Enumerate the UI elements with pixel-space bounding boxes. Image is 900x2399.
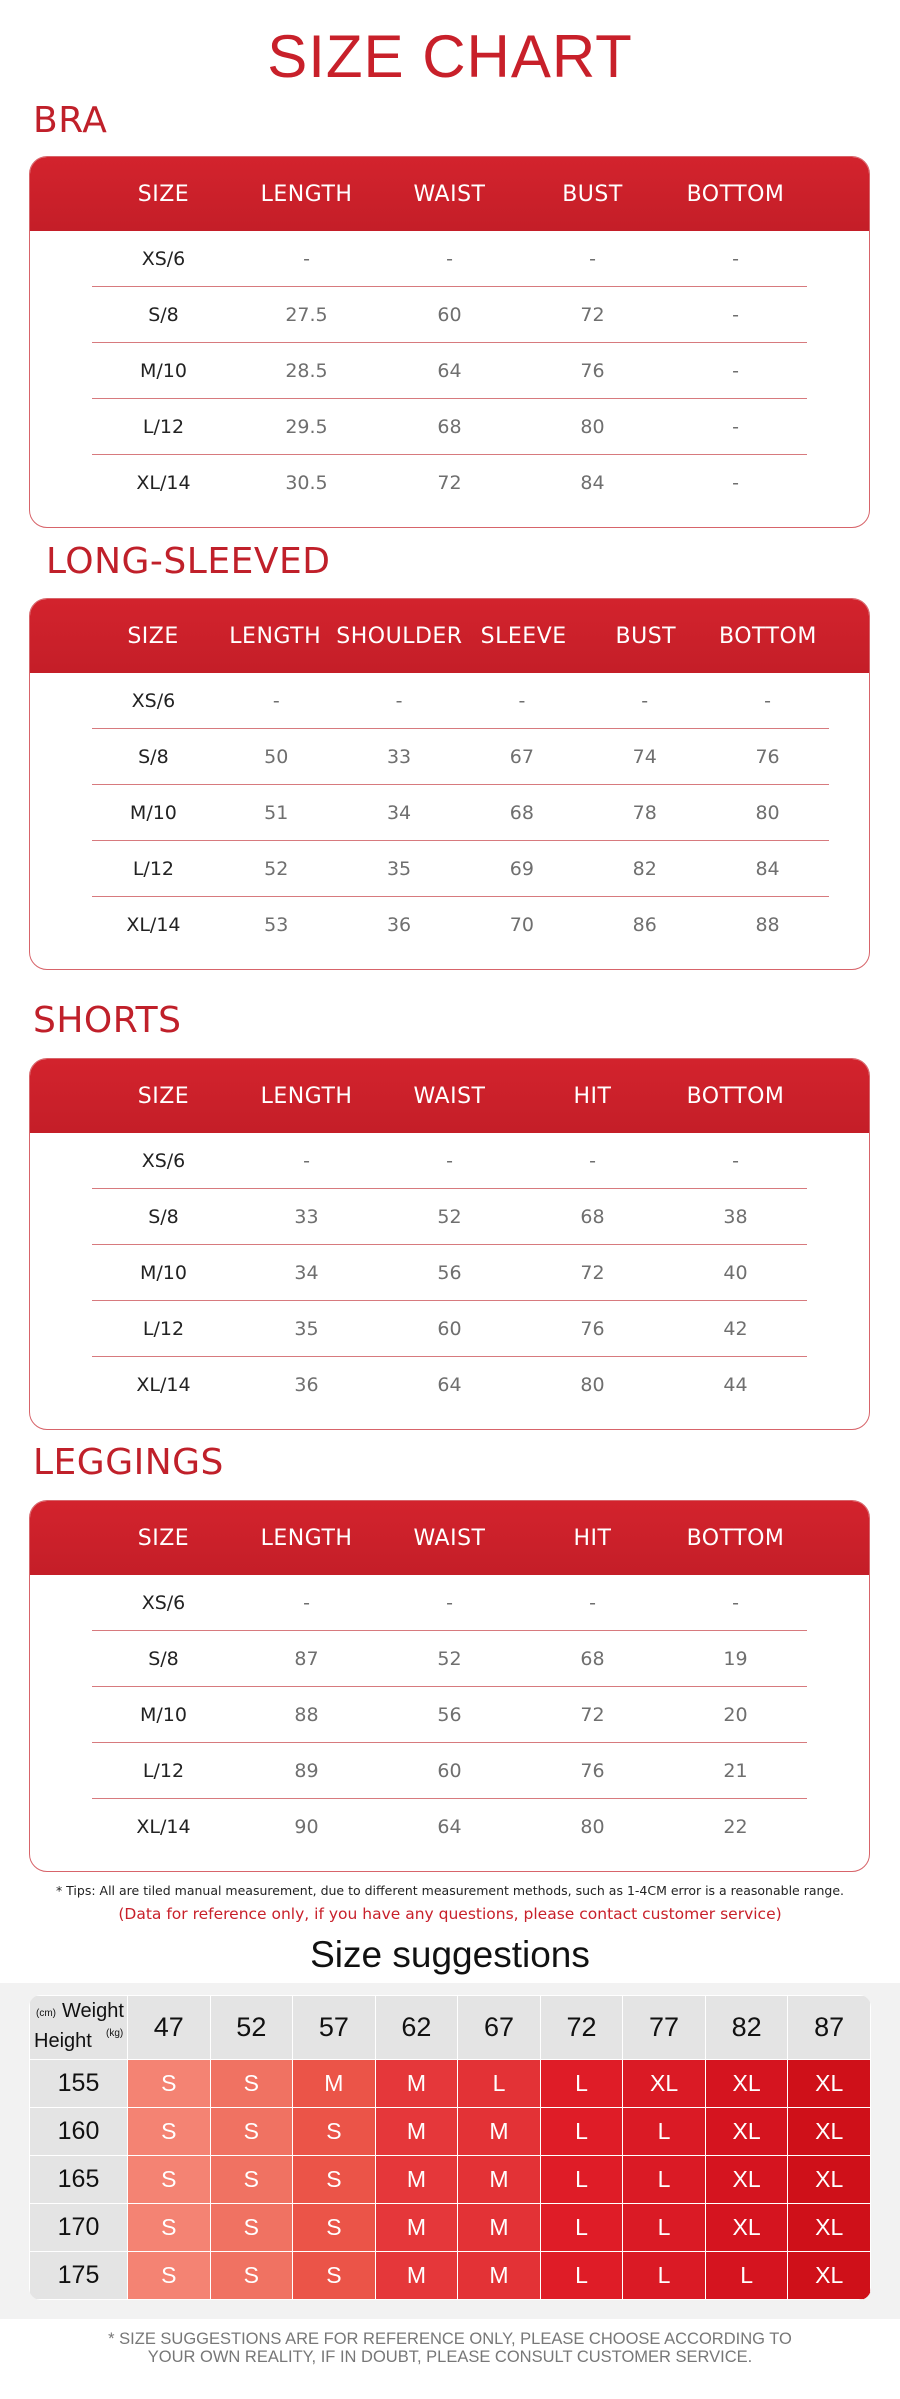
measurement-cell: 56	[437, 1703, 462, 1726]
suggested-size-cell: L	[458, 2060, 541, 2108]
header-size: SIZE	[137, 1083, 190, 1109]
table-row	[92, 785, 829, 841]
size-table-shorts	[29, 1058, 870, 1430]
size-cell: S/8	[138, 745, 169, 768]
measurement-cell: 72	[437, 472, 462, 494]
table-row	[92, 1301, 807, 1357]
table-body	[30, 673, 869, 953]
weight-header-row	[30, 1996, 871, 2060]
measurement-cell: 74	[632, 745, 657, 768]
measurement-cell: 36	[294, 1374, 319, 1396]
measurement-cell: 27.5	[285, 303, 328, 326]
suggested-size-cell: L	[705, 2252, 788, 2300]
measurement-cell: 19	[723, 1647, 748, 1670]
suggested-size-cell: S	[293, 2204, 376, 2252]
weight-cell: 57	[293, 1996, 376, 2060]
footnote-line-2: YOUR OWN REALITY, IF IN DOUBT, PLEASE CONSULT CUSTOMER SERVICE.	[147, 2348, 753, 2366]
header-size: SIZE	[137, 181, 190, 207]
height-row	[30, 2204, 871, 2252]
table-header	[30, 1059, 869, 1133]
measurement-cell: 33	[386, 745, 412, 768]
measurement-cell: 76	[580, 1759, 605, 1782]
measurement-cell: 68	[580, 1647, 605, 1670]
measurement-cell: -	[446, 247, 453, 270]
measurement-tip: * Tips: All are tiled manual measurement, due to different measurement methods, such as 1-4CM error is a reasonable range.	[55, 1883, 845, 1898]
header-waist: WAIST	[413, 1525, 486, 1551]
measurement-cell: -	[303, 247, 310, 270]
measurement-cell: 52	[264, 857, 289, 880]
header-bust: BUST	[562, 181, 623, 207]
measurement-cell: -	[732, 415, 739, 438]
height-cell: 175	[30, 2252, 128, 2300]
table-row	[92, 1743, 807, 1799]
suggested-size-cell: L	[540, 2252, 623, 2300]
suggested-size-cell: S	[293, 2156, 376, 2204]
measurement-cell: 35	[386, 857, 412, 880]
suggested-size-cell: M	[375, 2060, 458, 2108]
header-length: LENGTH	[229, 623, 322, 649]
header-hit: HIT	[573, 1525, 612, 1551]
suggested-size-cell: S	[210, 2060, 293, 2108]
measurement-cell: -	[589, 1591, 596, 1614]
size-cell: L/12	[142, 1317, 185, 1340]
height-row	[30, 2252, 871, 2300]
size-cell: M/10	[140, 1703, 187, 1726]
weight-cell: 72	[540, 1996, 623, 2060]
measurement-cell: 53	[264, 914, 289, 936]
header-length: LENGTH	[260, 1083, 353, 1109]
suggested-size-cell: M	[375, 2156, 458, 2204]
size-cell: XS/6	[141, 1591, 186, 1614]
measurement-cell: 86	[632, 914, 657, 936]
measurement-cell: -	[446, 1149, 453, 1172]
suggested-size-cell: XL	[623, 2060, 706, 2108]
height-cell: 170	[30, 2204, 128, 2252]
suggested-size-cell: L	[623, 2156, 706, 2204]
suggested-size-cell: L	[540, 2204, 623, 2252]
suggested-size-cell: S	[210, 2204, 293, 2252]
header-waist: WAIST	[413, 181, 486, 207]
measurement-cell: 88	[294, 1703, 319, 1726]
measurement-cell: 50	[264, 745, 289, 768]
table-row	[92, 1189, 807, 1245]
suggested-size-cell: XL	[788, 2156, 871, 2204]
weight-label: Weight	[62, 2000, 124, 2022]
measurement-cell: -	[303, 1591, 310, 1614]
measurement-cell: 72	[580, 303, 605, 326]
suggested-size-cell: L	[540, 2060, 623, 2108]
size-cell: S/8	[148, 1647, 179, 1670]
cm-unit: (cm)	[36, 2008, 56, 2019]
suggested-size-cell: XL	[788, 2252, 871, 2300]
weight-height-corner	[30, 1996, 128, 2060]
table-row	[92, 1575, 807, 1631]
measurement-cell: 72	[580, 1703, 605, 1726]
measurement-cell: -	[589, 247, 596, 270]
weight-cell: 87	[788, 1996, 871, 2060]
size-cell: XS/6	[131, 689, 176, 712]
measurement-cell: 34	[386, 801, 412, 824]
measurement-cell: 84	[755, 857, 780, 880]
measurement-cell: 72	[580, 1261, 605, 1284]
measurement-cell: -	[446, 1591, 453, 1614]
table-row	[92, 343, 807, 399]
table-row	[92, 231, 807, 287]
table-body	[30, 1133, 869, 1413]
header-shoulder: SHOULDER	[336, 623, 463, 649]
table-row	[92, 1799, 807, 1855]
suggested-size-cell: S	[293, 2252, 376, 2300]
header-sleeve: SLEEVE	[480, 623, 567, 649]
suggested-size-cell: M	[458, 2108, 541, 2156]
header-bottom: BOTTOM	[719, 623, 817, 649]
measurement-cell: 68	[437, 415, 462, 438]
measurement-cell: 35	[294, 1317, 319, 1340]
measurement-cell: 60	[437, 1317, 462, 1340]
size-cell: L/12	[132, 857, 174, 880]
measurement-cell: 78	[632, 801, 657, 824]
suggested-size-cell: S	[128, 2108, 211, 2156]
suggested-size-cell: XL	[788, 2108, 871, 2156]
measurement-cell: -	[395, 689, 403, 712]
size-cell: XL/14	[126, 914, 181, 936]
weight-cell: 62	[375, 1996, 458, 2060]
measurement-cell: 90	[294, 1816, 319, 1838]
size-cell: M/10	[140, 1261, 187, 1284]
suggested-size-cell: L	[623, 2252, 706, 2300]
section-title-leggings: LEGGINGS	[33, 1442, 224, 1483]
header-bottom: BOTTOM	[686, 1083, 785, 1109]
measurement-cell: 80	[580, 1816, 605, 1838]
measurement-cell: -	[732, 472, 739, 494]
size-suggestions-table	[29, 1995, 871, 2300]
height-cell: 165	[30, 2156, 128, 2204]
measurement-cell: 38	[723, 1205, 748, 1228]
header-bottom: BOTTOM	[686, 181, 785, 207]
kg-unit: (kg)	[106, 2028, 124, 2039]
size-cell: XS/6	[141, 1149, 186, 1172]
table-body	[30, 231, 869, 511]
measurement-cell: -	[732, 1591, 739, 1614]
height-row	[30, 2156, 871, 2204]
size-cell: M/10	[140, 359, 187, 382]
table-row	[92, 455, 807, 511]
header-length: LENGTH	[260, 1525, 353, 1551]
measurement-cell: 80	[755, 801, 780, 824]
table-row	[92, 1687, 807, 1743]
measurement-cell: 44	[723, 1374, 748, 1396]
measurement-cell: 88	[755, 914, 780, 936]
section-title-long-sleeved: LONG-SLEEVED	[46, 541, 331, 582]
measurement-cell: 67	[509, 745, 534, 768]
weight-cell: 67	[458, 1996, 541, 2060]
table-row	[92, 673, 829, 729]
suggested-size-cell: L	[623, 2108, 706, 2156]
table-row	[92, 287, 807, 343]
measurement-cell: 64	[437, 1374, 462, 1396]
suggested-size-cell: S	[128, 2060, 211, 2108]
measurement-cell: 89	[294, 1759, 319, 1782]
measurement-cell: 22	[723, 1816, 748, 1838]
reference-note: (Data for reference only, if you have any questions, please contact customer service)	[118, 1905, 782, 1923]
size-cell: M/10	[129, 801, 177, 824]
suggested-size-cell: M	[375, 2204, 458, 2252]
suggested-size-cell: M	[293, 2060, 376, 2108]
table-row	[92, 399, 807, 455]
suggested-size-cell: XL	[705, 2060, 788, 2108]
table-body	[30, 1575, 869, 1855]
suggested-size-cell: L	[540, 2156, 623, 2204]
measurement-cell: 51	[264, 801, 289, 824]
measurement-cell: 29.5	[285, 415, 328, 438]
measurement-cell: 84	[580, 472, 605, 494]
measurement-cell: 21	[723, 1759, 748, 1782]
measurement-cell: -	[641, 689, 649, 712]
weight-cell: 77	[623, 1996, 706, 2060]
header-length: LENGTH	[260, 181, 353, 207]
height-row	[30, 2060, 871, 2108]
table-row	[92, 1133, 807, 1189]
suggested-size-cell: M	[375, 2252, 458, 2300]
header-size: SIZE	[137, 1525, 190, 1551]
suggested-size-cell: XL	[788, 2060, 871, 2108]
measurement-cell: 69	[509, 857, 534, 880]
measurement-cell: 33	[294, 1205, 319, 1228]
suggested-size-cell: S	[210, 2252, 293, 2300]
height-row	[30, 2108, 871, 2156]
size-cell: XL/14	[136, 472, 191, 494]
footnote-line-1: * SIZE SUGGESTIONS ARE FOR REFERENCE ONLY, PLEASE CHOOSE ACCORDING TO	[108, 2330, 792, 2348]
size-cell: S/8	[148, 303, 179, 326]
height-cell: 160	[30, 2108, 128, 2156]
measurement-cell: 76	[580, 359, 605, 382]
suggested-size-cell: S	[128, 2156, 211, 2204]
measurement-cell: 76	[580, 1317, 605, 1340]
suggested-size-cell: XL	[705, 2204, 788, 2252]
size-cell: XL/14	[136, 1374, 191, 1396]
height-label: Height	[34, 2030, 92, 2052]
header-bust: BUST	[615, 623, 677, 649]
measurement-cell: 68	[580, 1205, 605, 1228]
header-size: SIZE	[127, 623, 179, 649]
suggested-size-cell: M	[458, 2252, 541, 2300]
measurement-cell: 56	[437, 1261, 462, 1284]
size-table-long-sleeved	[29, 598, 870, 970]
measurement-cell: 42	[723, 1317, 748, 1340]
size-table-bra	[29, 156, 870, 528]
measurement-cell: 40	[723, 1261, 748, 1284]
suggested-size-cell: M	[458, 2156, 541, 2204]
header-hit: HIT	[573, 1083, 612, 1109]
measurement-cell: 60	[437, 303, 462, 326]
suggested-size-cell: XL	[788, 2204, 871, 2252]
suggested-size-cell: S	[210, 2108, 293, 2156]
measurement-cell: 64	[437, 359, 462, 382]
measurement-cell: 60	[437, 1759, 462, 1782]
weight-cell: 52	[210, 1996, 293, 2060]
measurement-cell: -	[518, 689, 526, 712]
size-cell: XS/6	[141, 247, 186, 270]
size-suggestions-title: Size suggestions	[310, 1934, 590, 1975]
table-row	[92, 1245, 807, 1301]
table-row	[92, 897, 829, 953]
suggested-size-cell: XL	[705, 2156, 788, 2204]
suggested-size-cell: M	[458, 2204, 541, 2252]
suggested-size-cell: S	[128, 2252, 211, 2300]
suggested-size-cell: L	[540, 2108, 623, 2156]
measurement-cell: 28.5	[285, 359, 328, 382]
page-title: SIZE CHART	[267, 23, 633, 90]
table-row	[92, 729, 829, 785]
size-cell: L/12	[142, 1759, 185, 1782]
measurement-cell: 76	[755, 745, 780, 768]
suggested-size-cell: L	[623, 2204, 706, 2252]
size-cell: XL/14	[136, 1816, 191, 1838]
table-row	[92, 841, 829, 897]
table-row	[92, 1631, 807, 1687]
section-title-shorts: SHORTS	[33, 1000, 182, 1041]
measurement-cell: -	[272, 689, 280, 712]
measurement-cell: 82	[632, 857, 657, 880]
measurement-cell: 52	[437, 1205, 462, 1228]
measurement-cell: 20	[723, 1703, 748, 1726]
measurement-cell: -	[764, 689, 771, 712]
size-suggestion-footnote	[0, 2330, 900, 2366]
height-cell: 155	[30, 2060, 128, 2108]
measurement-cell: 34	[294, 1261, 319, 1284]
measurement-cell: -	[303, 1149, 310, 1172]
measurement-cell: -	[732, 247, 739, 270]
measurement-cell: 30.5	[285, 472, 328, 494]
measurement-cell: 87	[294, 1647, 319, 1670]
section-title-bra: BRA	[33, 100, 108, 141]
measurement-cell: 80	[580, 415, 605, 438]
suggested-size-cell: S	[210, 2156, 293, 2204]
suggested-size-cell: S	[293, 2108, 376, 2156]
table-header	[30, 157, 869, 231]
suggested-size-cell: XL	[705, 2108, 788, 2156]
size-cell: S/8	[148, 1205, 179, 1228]
table-header	[30, 599, 869, 673]
header-waist: WAIST	[413, 1083, 486, 1109]
suggested-size-cell: S	[128, 2204, 211, 2252]
weight-cell: 82	[705, 1996, 788, 2060]
measurement-cell: 36	[386, 914, 412, 936]
size-table-leggings	[29, 1500, 870, 1872]
header-bottom: BOTTOM	[686, 1525, 785, 1551]
table-header	[30, 1501, 869, 1575]
measurement-cell: 80	[580, 1374, 605, 1396]
measurement-cell: 64	[437, 1816, 462, 1838]
measurement-cell: -	[732, 1149, 739, 1172]
measurement-cell: 52	[437, 1647, 462, 1670]
suggested-size-cell: M	[375, 2108, 458, 2156]
weight-cell: 47	[128, 1996, 211, 2060]
measurement-cell: -	[589, 1149, 596, 1172]
measurement-cell: -	[732, 359, 739, 382]
measurement-cell: -	[732, 303, 739, 326]
table-row	[92, 1357, 807, 1413]
size-cell: L/12	[142, 415, 185, 438]
measurement-cell: 70	[509, 914, 534, 936]
measurement-cell: 68	[509, 801, 534, 824]
